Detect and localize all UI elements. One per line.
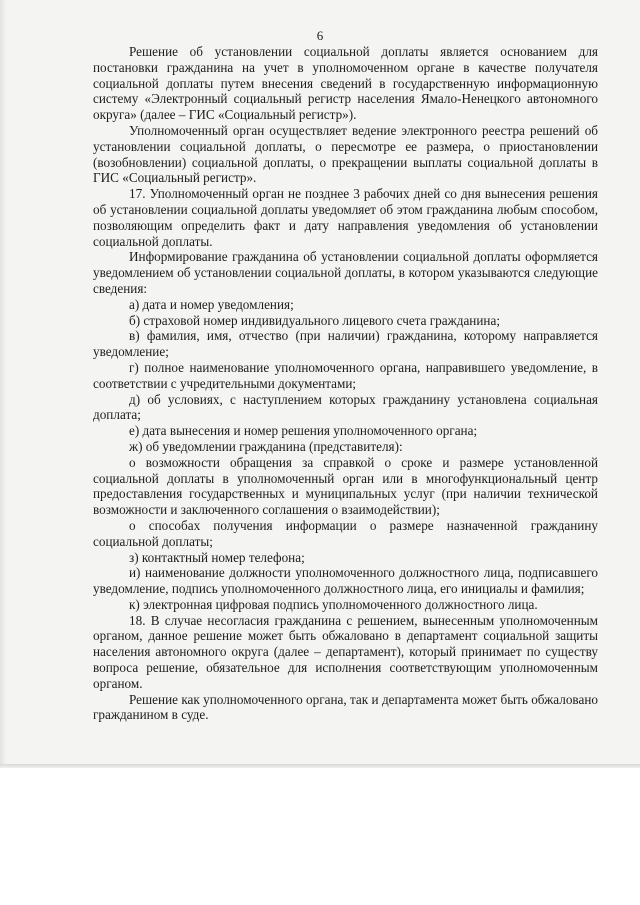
document-body xyxy=(93,44,598,723)
blank-area xyxy=(0,768,640,905)
paragraph-notification-intro: Информирование гражданина об установлении социальной доплаты оформляется уведомлением об установлении социальной доплаты, в котором указываются следующие сведения: xyxy=(93,249,598,296)
list-item-d: д) об условиях, с наступлением которых гражданину установлена социальная доплата; xyxy=(93,391,598,423)
list-item-z: з) контактный номер телефона; xyxy=(129,549,305,565)
list-subitem-inquiry: о возможности обращения за справкой о сроке и размере установленной социальной доплаты в уполномоченный орган или в многофункциональный центр предоставления государственных и муниципальных услуг (при наличии технической возможности и заключенного соглашения о взаимодействии); xyxy=(93,454,598,518)
list-item-k: к) электронная цифровая подпись уполномоченного должностного лица. xyxy=(129,596,538,612)
paragraph-item-17: 17. Уполномоченный орган не позднее 3 рабочих дней со дня вынесения решения об установлении социальной доплаты уведомляет об этом гражданина любым способом, позволяющим определить факт и дату направления уведомления об установлении социальной доплаты. xyxy=(93,186,598,249)
paragraph-decision-basis: Решение об установлении социальной доплаты является основанием для постановки гражданина на учет в уполномоченном органе в качестве получателя социальной доплаты путем внесения сведений в государственную информационную систему «Электронный социальный регистр населения Ямало-Ненецкого автономного округа» (далее – ГИС «Социальный регистр»). xyxy=(93,44,598,123)
list-item-g: г) полное наименование уполномоченного органа, направившего уведомление, в соответствии с учредительными документами; xyxy=(93,359,598,391)
scan-shadow xyxy=(0,0,6,768)
list-item-b: б) страховой номер индивидуального лицевого счета гражданина; xyxy=(129,312,500,328)
list-item-i: и) наименование должности уполномоченного должностного лица, подписавшего уведомление, подпись уполномоченного должностного лица, его инициалы и фамилия; xyxy=(93,565,598,597)
list-item-v: в) фамилия, имя, отчество (при наличии) гражданина, которому направляется уведомление; xyxy=(93,328,598,360)
paragraph-registry: Уполномоченный орган осуществляет ведение электронного реестра решений об установлении социальной доплаты, о пересмотре ее размера, о приостановлении (возобновлении) социальной доплаты, о прекращении выплаты социальной доплаты в ГИС «Социальный регистр». xyxy=(93,122,598,186)
list-item-a: а) дата и номер уведомления; xyxy=(129,296,294,312)
page-number: 6 xyxy=(316,28,324,43)
paragraph-item-18: 18. В случае несогласия гражданина с решением, вынесенным уполномоченным органом, данное решение может быть обжаловано в департамент социальной защиты населения автономного округа (далее – департамент), который принимает по существу вопроса решение, обязательное для исполнения соответствующим уполномоченным органом. xyxy=(93,612,598,691)
list-item-zh: ж) об уведомлении гражданина (представителя): xyxy=(129,438,403,454)
paragraph-court-appeal: Решение как уполномоченного органа, так и департамента может быть обжаловано гражданином в суде. xyxy=(93,691,598,723)
list-subitem-info-methods: о способах получения информации о размере назначенной гражданину социальной доплаты; xyxy=(93,517,598,549)
list-item-e: е) дата вынесения и номер решения уполномоченного органа; xyxy=(129,423,478,439)
